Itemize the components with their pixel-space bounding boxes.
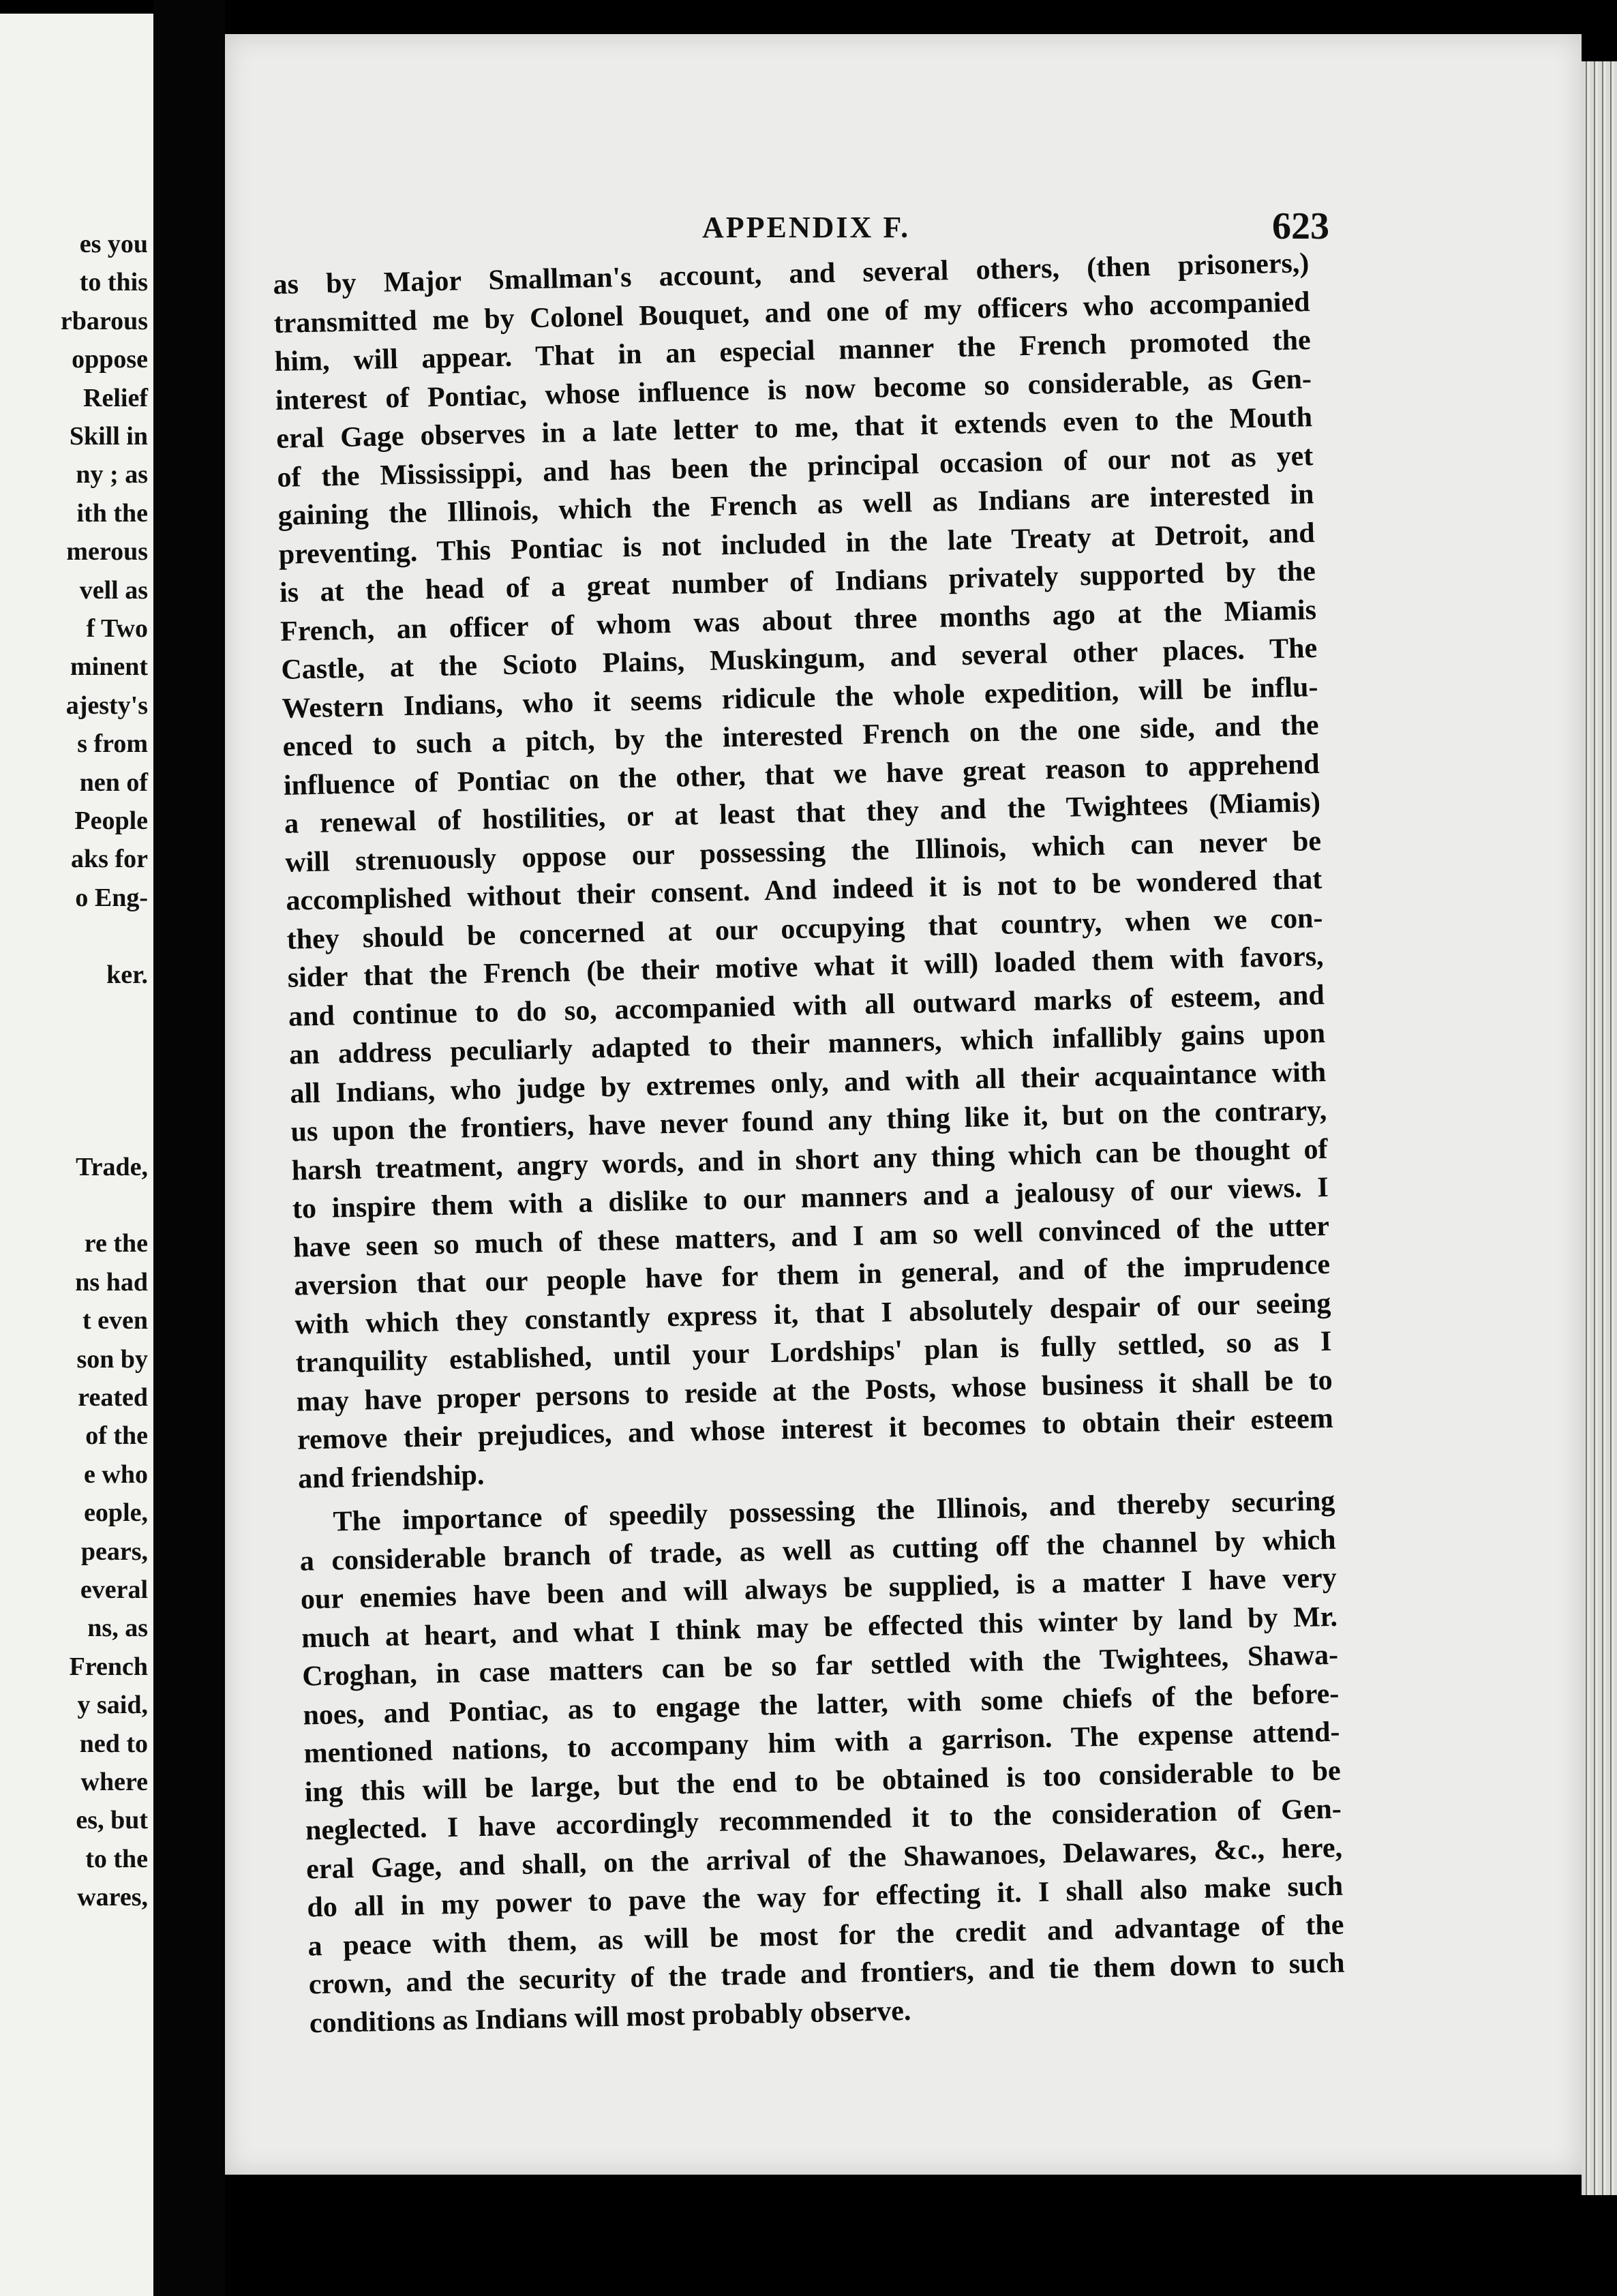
left-page-line: ajesty's — [65, 691, 148, 720]
running-head: APPENDIX F. — [702, 211, 911, 244]
left-page-line: ny ; as — [76, 460, 148, 489]
left-page-line: o Eng- — [75, 883, 148, 912]
left-page-line: minent — [70, 652, 148, 682]
text-line: eral Gage observes in a late letter to me, that it extends even to the Mouth — [275, 402, 1313, 455]
page-edges — [1582, 61, 1617, 2195]
text-line: accomplished without their consent. And indeed it is not to be wondered that — [286, 863, 1323, 917]
text-line: they should be concerned at our occupying that country, when we con- — [286, 902, 1323, 956]
left-page-line: y said, — [77, 1691, 148, 1720]
text-line: do all in my power to pave the way for effecting it. I shall also make such — [306, 1870, 1344, 1924]
left-page-line: es you — [79, 230, 148, 258]
left-page-line: French — [69, 1652, 148, 1681]
text-line: of the Mississippi, and has been the principal occasion of our not as yet — [277, 440, 1314, 494]
left-page-line: ns had — [75, 1267, 148, 1297]
left-page-line: aks for — [71, 845, 148, 874]
text-line: The importance of speedily possessing the Illinois, and thereby securing — [333, 1485, 1335, 1538]
text-line: interest of Pontiac, whose influence is now become so considerable, as Gen- — [275, 363, 1312, 417]
text-line: a peace with them, as will be most for the credit and advantage of the — [307, 1909, 1344, 1962]
text-line: French, an officer of whom was about three months ago at the Miamis — [279, 594, 1317, 648]
text-line: conditions as Indians will most probably observe. — [309, 1995, 911, 2039]
left-page-line: vell as — [79, 575, 148, 605]
paragraph-2 — [299, 1482, 1346, 2043]
left-page-line: Relief — [83, 383, 148, 412]
text-line: have seen so much of these matters, and I am so well convinced of the utter — [292, 1210, 1330, 1264]
text-line: and continue to do so, accompanied with all outward marks of esteem, and — [288, 979, 1325, 1033]
text-line: a renewal of hostilities, or at least that they and the Twightees (Miamis) — [284, 786, 1321, 840]
left-page-line: rbarous — [60, 306, 148, 335]
left-page-line: ned to — [79, 1729, 148, 1758]
text-line: will strenuously oppose our possessing the Illinois, which can never be — [284, 825, 1322, 879]
paragraph-1 — [273, 244, 1335, 1498]
text-line: mentioned nations, to accompany him with a garrison. The expense attend- — [303, 1716, 1340, 1770]
text-line: as by Major Smallman's account, and several others, (then prisoners,) — [273, 247, 1310, 301]
page-header — [225, 205, 1582, 259]
left-page-line: ith the — [76, 498, 148, 528]
text-line: all Indians, who judge by extremes only, and with all their acquaintance with — [289, 1056, 1327, 1110]
left-page-line: reated — [78, 1383, 148, 1412]
left-page-line: re the — [84, 1229, 148, 1258]
text-line: neglected. I have accordingly recommended it to the consideration of Gen- — [305, 1793, 1342, 1847]
left-page-line: wares, — [77, 1883, 148, 1912]
text-line: our enemies have been and will always be supplied, is a matter I have very — [300, 1562, 1338, 1616]
text-line: Castle, at the Scioto Plains, Muskingum, and several other places. The — [280, 633, 1318, 686]
left-page-line: e who — [84, 1460, 148, 1489]
text-line: with which they constantly express it, that I absolutely despair of our seeing — [294, 1287, 1331, 1341]
text-line: to inspire them with a dislike to our manners and a jealousy of our views. I — [292, 1171, 1329, 1225]
text-line: may have proper persons to reside at the Posts, whose business it shall be to — [296, 1364, 1333, 1418]
left-page-line: t even — [82, 1306, 148, 1335]
left-page-line: Trade, — [76, 1152, 148, 1181]
left-page-line: Skill in — [69, 422, 148, 451]
text-line: eral Gage, and shall, on the arrival of the Shawanoes, Delawares, &c., here, — [305, 1832, 1343, 1885]
text-line: tranquility established, until your Lordships' plan is fully settled, so as I — [295, 1325, 1332, 1379]
left-page-line: nen of — [79, 768, 148, 797]
text-line: noes, and Pontiac, as to engage the latter, with some chiefs of the before- — [303, 1678, 1340, 1732]
text-line: aversion that our people have for them in general, and of the imprudence — [293, 1248, 1331, 1302]
text-line: harsh treatment, angry words, and in short any thing which can be thought of — [291, 1133, 1328, 1187]
left-page-line: everal — [80, 1575, 148, 1604]
left-page-line: of the — [85, 1421, 148, 1451]
text-line: much at heart, and what I think may be effected this winter by land by Mr. — [301, 1601, 1338, 1655]
left-page-line: eople, — [84, 1498, 148, 1528]
left-page-line: ker. — [106, 960, 148, 989]
left-page-line: to the — [85, 1844, 148, 1873]
page-number: 623 — [1272, 205, 1329, 247]
text-line: Western Indians, who it seems ridicule the whole expedition, will be influ- — [282, 671, 1318, 725]
text-line: remove their prejudices, and whose interest it becomes to obtain their esteem — [297, 1402, 1334, 1456]
left-page-line: merous — [66, 537, 148, 567]
text-line: transmitted me by Colonel Bouquet, and one of my officers who accompanied — [273, 286, 1310, 339]
text-line: influence of Pontiac on the other, that we have great reason to apprehend — [283, 748, 1320, 802]
text-line: an address peculiarly adapted to their manners, which infallibly gains upon — [288, 1017, 1326, 1071]
left-page-line: f Two — [86, 614, 148, 643]
left-page-line: ns, as — [87, 1614, 148, 1643]
left-page-line: es, but — [76, 1806, 148, 1835]
text-line: and friendship. — [297, 1459, 485, 1495]
text-line: gaining the Illinois, which the French as well as Indians are interested in — [277, 479, 1314, 532]
left-page-line: son by — [76, 1344, 148, 1374]
text-line: crown, and the security of the trade and frontiers, and tie them down to such — [308, 1947, 1345, 2001]
book-page — [225, 34, 1582, 2175]
text-line: ing this will be large, but the end to be obtained is too considerable to be — [304, 1755, 1342, 1809]
text-line: a considerable branch of trade, as well as cutting off the channel by which — [299, 1524, 1336, 1577]
previous-page-fragment — [0, 14, 153, 2296]
left-page-line: oppose — [72, 345, 148, 374]
body-text — [273, 244, 1346, 2042]
text-line: enced to such a pitch, by the interested French on the one side, and the — [282, 710, 1319, 763]
text-line: us upon the frontiers, have never found any thing like it, but on the contrary, — [290, 1094, 1327, 1148]
left-page-line: pears, — [80, 1537, 148, 1566]
text-line: sider that the French (be their motive what it will) loaded them with favors, — [287, 940, 1325, 994]
left-page-line: to this — [79, 268, 148, 297]
left-page-line: where — [80, 1768, 148, 1796]
text-line: preventing. This Pontiac is not included in the late Treaty at Detroit, and — [278, 517, 1316, 571]
left-page-line: People — [74, 806, 148, 835]
text-line: him, will appear. That in an especial manner the French promoted the — [274, 324, 1312, 378]
left-page-line: s from — [77, 729, 148, 759]
book-gutter — [153, 0, 225, 2296]
text-line: is at the head of a great number of Indians privately supported by the — [279, 556, 1316, 609]
text-line: Croghan, in case matters can be so far settled with the Twightees, Shawa- — [301, 1639, 1339, 1693]
